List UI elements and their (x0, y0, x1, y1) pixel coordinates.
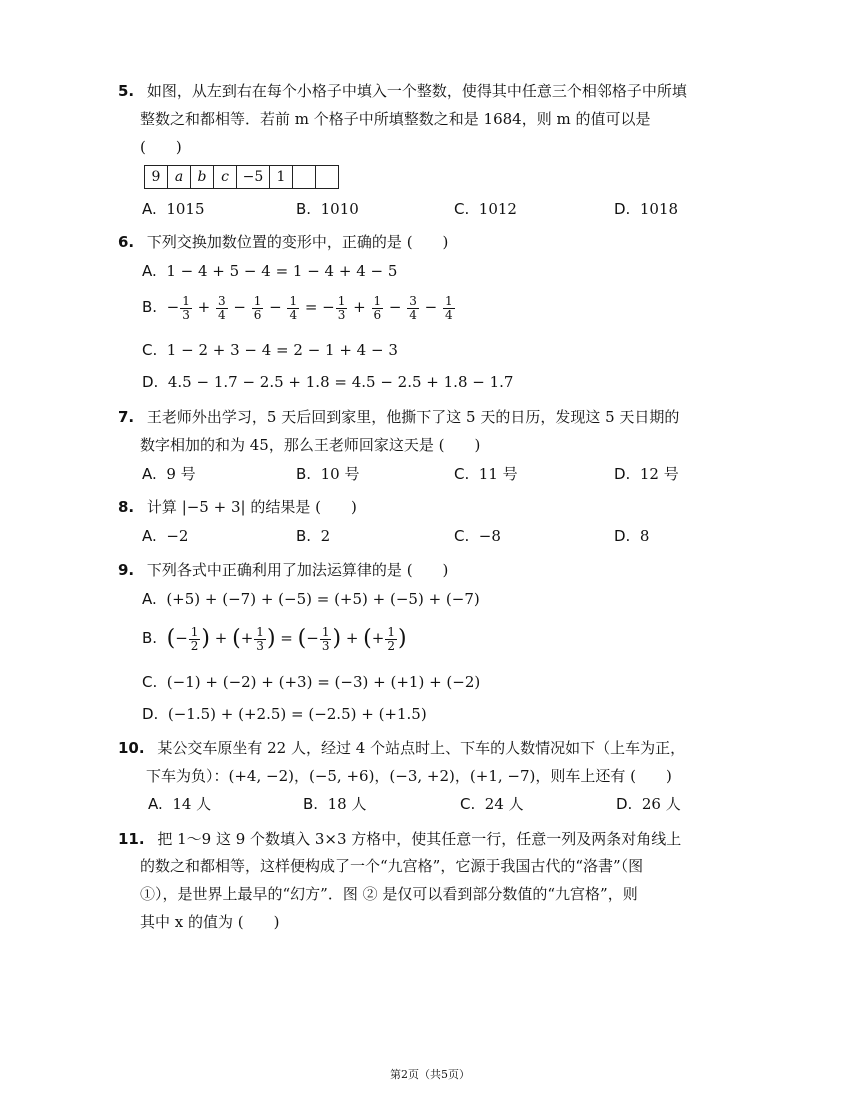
option-d: D. 1018 (614, 200, 679, 218)
number-cells (144, 165, 339, 189)
question-stem-line: 其中 x 的值为 ( ) (140, 913, 280, 931)
question-number: 11. (118, 830, 145, 848)
option-c: C. 1012 (454, 200, 517, 218)
option-a: A. 1 − 4 + 5 − 4 = 1 − 4 + 4 − 5 (142, 262, 398, 280)
option-a: A. (+5) + (−7) + (−5) = (+5) + (−5) + (−7) (142, 590, 480, 608)
page-footer: 第2页（共5页） (390, 1068, 470, 1081)
cell: b (191, 166, 214, 188)
question-stem: 下列交换加数位置的变形中，正确的是 ( ) (146, 233, 449, 251)
option-c: C. 1 − 2 + 3 − 4 = 2 − 1 + 4 − 3 (142, 341, 398, 359)
option-b: B. 1010 (296, 200, 359, 218)
option-b: B. 18 人 (303, 795, 367, 813)
cell: 1 (270, 166, 293, 188)
question-number: 10. (118, 739, 145, 757)
question-stem-line: ①），是世界上最早的“幻方”．图 ② 是仅可以看到部分数值的“九宫格”，则 (140, 885, 638, 903)
question-stem: 把 1～9 这 9 个数填入 3×3 方格中，使其任意一行，任意一列及两条对角线上 (157, 830, 682, 848)
option-c: C. 11 号 (454, 465, 518, 483)
question-stem: 计算 |−5 + 3| 的结果是 ( ) (146, 498, 357, 516)
option-d: D. 12 号 (614, 465, 679, 483)
option-a: A. 14 人 (148, 795, 212, 813)
cell (316, 166, 338, 188)
question-number: 5. (118, 82, 135, 100)
option-b: B. 2 (296, 527, 331, 545)
option-d: D. 26 人 (616, 795, 681, 813)
question-stem-line: 整数之和都相等．若前 m 个格子中所填整数之和是 1684，则 m 的值可以是 (140, 110, 651, 128)
option-b: B. 10 号 (296, 465, 360, 483)
option-d: D. 4.5 − 1.7 − 2.5 + 1.8 = 4.5 − 2.5 + 1.8 − 1.7 (142, 373, 514, 391)
cell: a (168, 166, 191, 188)
option-c: C. −8 (454, 527, 501, 545)
question-stem: 王老师外出学习，5 天后回到家里，他撕下了这 5 天的日历，发现这 5 天日期的 (146, 408, 680, 426)
option-c: C. 24 人 (460, 795, 524, 813)
question-number: 7. (118, 408, 135, 426)
question-number: 6. (118, 233, 135, 251)
question-stem: 下列各式中正确利用了加法运算律的是 ( ) (146, 561, 449, 579)
question-number: 9. (118, 561, 135, 579)
option-a: A. 1015 (142, 200, 205, 218)
answer-paren: ( ) (140, 138, 182, 156)
cell: −5 (237, 166, 270, 188)
option-d: D. 8 (614, 527, 650, 545)
option-a: A. −2 (142, 527, 189, 545)
question-stem-line: 下车为负）：(+4, −2)，(−5, +6)，(−3, +2)，(+1, −7)，则车上还有 ( ) (146, 767, 672, 785)
option-a: A. 9 号 (142, 465, 196, 483)
question-stem-line: 的数之和都相等，这样便构成了一个“九宫格”，它源于我国古代的“洛書”（图 (140, 857, 644, 875)
question-number: 8. (118, 498, 135, 516)
question-stem: 某公交车原坐有 22 人，经过 4 个站点时上、下车的人数情况如下（上车为正， (157, 739, 686, 757)
cell: 9 (145, 166, 168, 188)
cell: c (214, 166, 237, 188)
question-stem: 如图，从左到右在每个小格子中填入一个整数，使得其中任意三个相邻格子中所填 (146, 82, 687, 100)
option-d: D. (−1.5) + (+2.5) = (−2.5) + (+1.5) (142, 705, 427, 723)
cell (293, 166, 316, 188)
option-b: B. (− $\frac{1}{2}$ ) + (+ $\frac{1}{3}$ ) = (− $\frac{1}{3}$ ) + (+ $\frac{1}{2}$ ) (142, 624, 407, 653)
question-stem-line: 数字相加的和为 45，那么王老师回家这天是 ( ) (140, 436, 481, 454)
option-b: B. − $\frac{1}{3}$ + $\frac{3}{4}$ − $\frac{1}{6}$ − $\frac{1}{4}$ = − $\frac{1}{3}$ + $\frac{1}{6}$ − $\frac{3}{4}$ − $\frac{1}{4}$ (142, 293, 453, 322)
option-c: C. (−1) + (−2) + (+3) = (−3) + (+1) + (−2) (142, 673, 481, 691)
